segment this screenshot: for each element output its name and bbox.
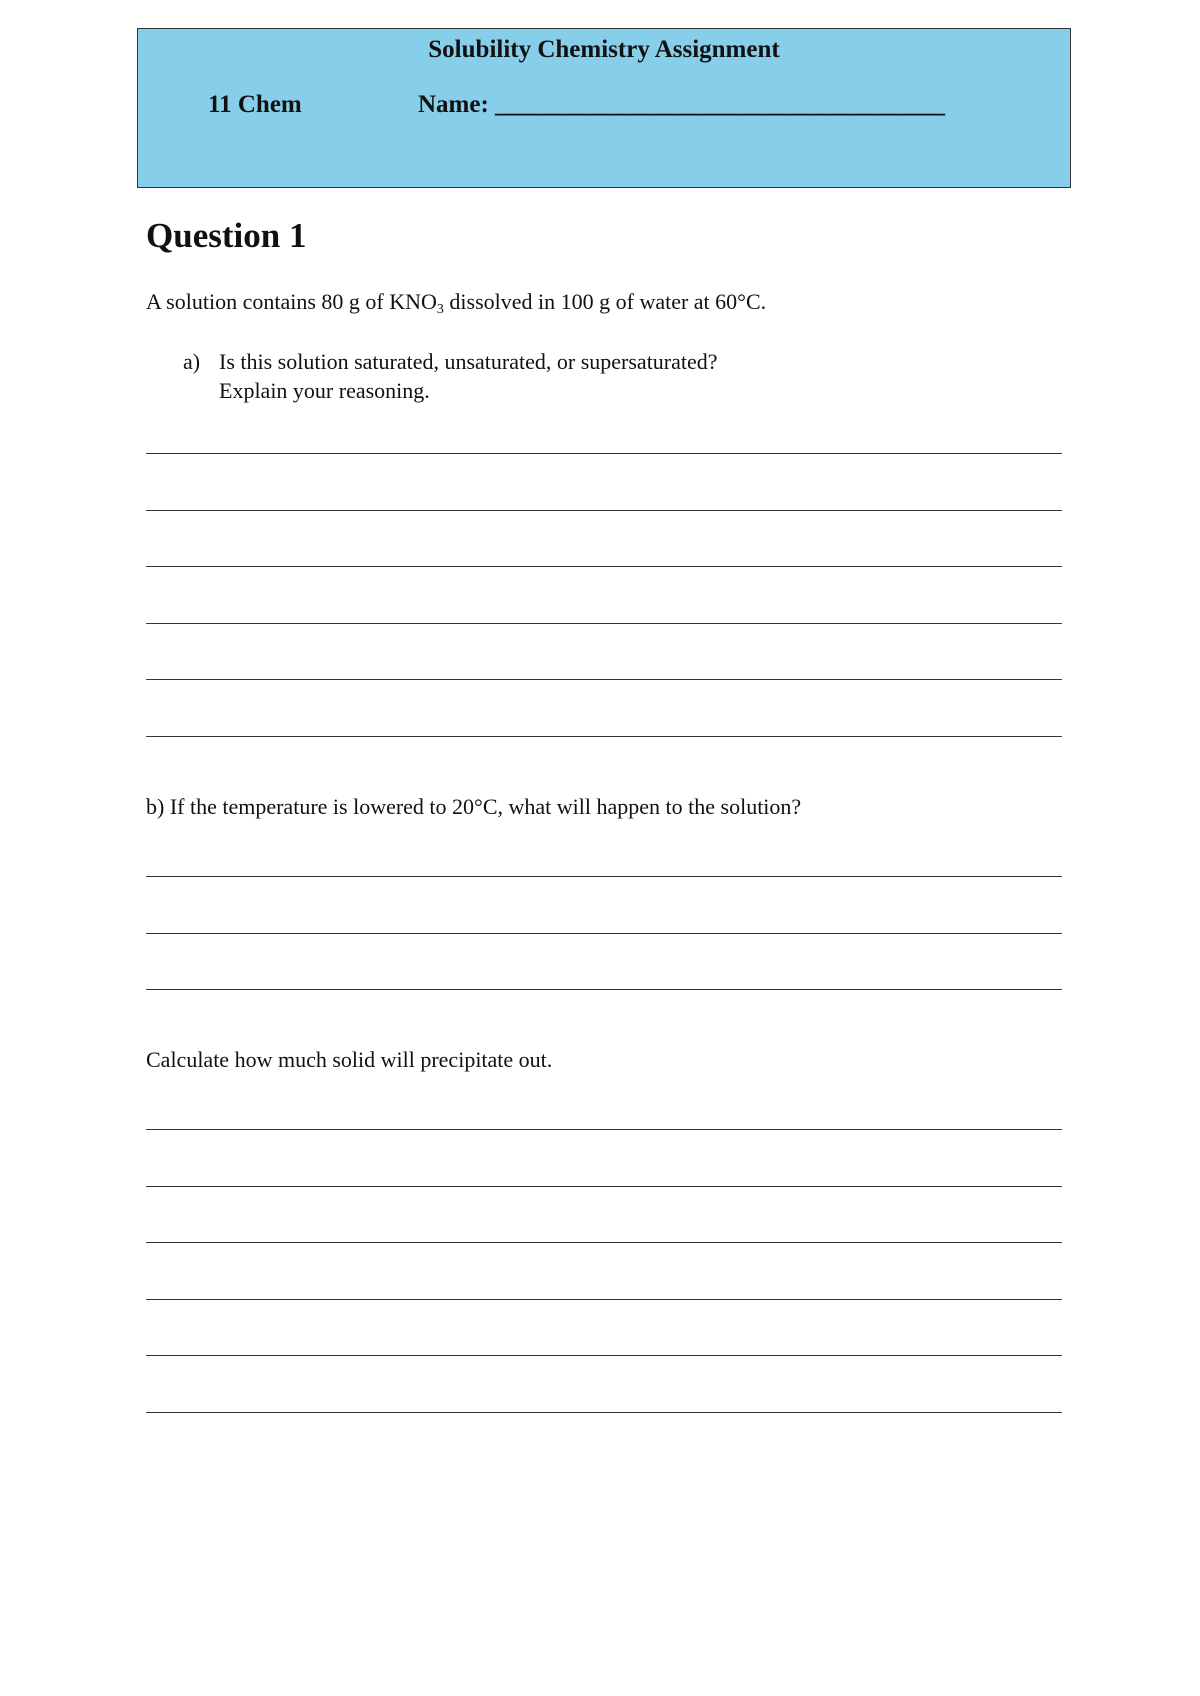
answer-line-b-2[interactable] bbox=[146, 933, 1062, 934]
answer-line-c-1[interactable] bbox=[146, 1129, 1062, 1130]
answer-line-a-4[interactable] bbox=[146, 623, 1062, 624]
part-a-marker: a) bbox=[183, 349, 201, 374]
answer-line-a-3[interactable] bbox=[146, 566, 1062, 567]
question-1-heading: Question 1 bbox=[146, 216, 307, 255]
part-b-text: b) If the temperature is lowered to 20°C, what will happen to the solution? bbox=[146, 794, 802, 819]
answer-line-b-1[interactable] bbox=[146, 876, 1062, 877]
answer-line-b-3[interactable] bbox=[146, 989, 1062, 990]
answer-line-c-3[interactable] bbox=[146, 1242, 1062, 1243]
part-a-text bbox=[219, 347, 718, 405]
answer-line-a-6[interactable] bbox=[146, 736, 1062, 737]
intro-text-before: A solution contains 80 g of KNO bbox=[146, 289, 437, 314]
answer-line-a-2[interactable] bbox=[146, 510, 1062, 511]
name-field: Name: ____________________________________ bbox=[418, 91, 946, 118]
answer-line-a-1[interactable] bbox=[146, 453, 1062, 454]
answer-line-c-4[interactable] bbox=[146, 1299, 1062, 1300]
class-label: 11 Chem bbox=[208, 91, 302, 118]
assignment-header bbox=[137, 28, 1071, 188]
calculate-prompt: Calculate how much solid will precipitate out. bbox=[146, 1047, 553, 1072]
intro-subscript: 3 bbox=[436, 302, 444, 317]
answer-line-a-5[interactable] bbox=[146, 679, 1062, 680]
question-1-intro bbox=[146, 289, 766, 318]
answer-line-c-2[interactable] bbox=[146, 1186, 1062, 1187]
answer-line-c-6[interactable] bbox=[146, 1412, 1062, 1413]
assignment-title: Solubility Chemistry Assignment bbox=[428, 36, 780, 63]
answer-line-c-5[interactable] bbox=[146, 1355, 1062, 1356]
intro-text-after: dissolved in 100 g of water at 60°C. bbox=[443, 289, 767, 314]
part-a-line-2: Explain your reasoning. bbox=[219, 378, 430, 403]
part-a-line-1: Is this solution saturated, unsaturated, or supersaturated? bbox=[219, 349, 718, 374]
